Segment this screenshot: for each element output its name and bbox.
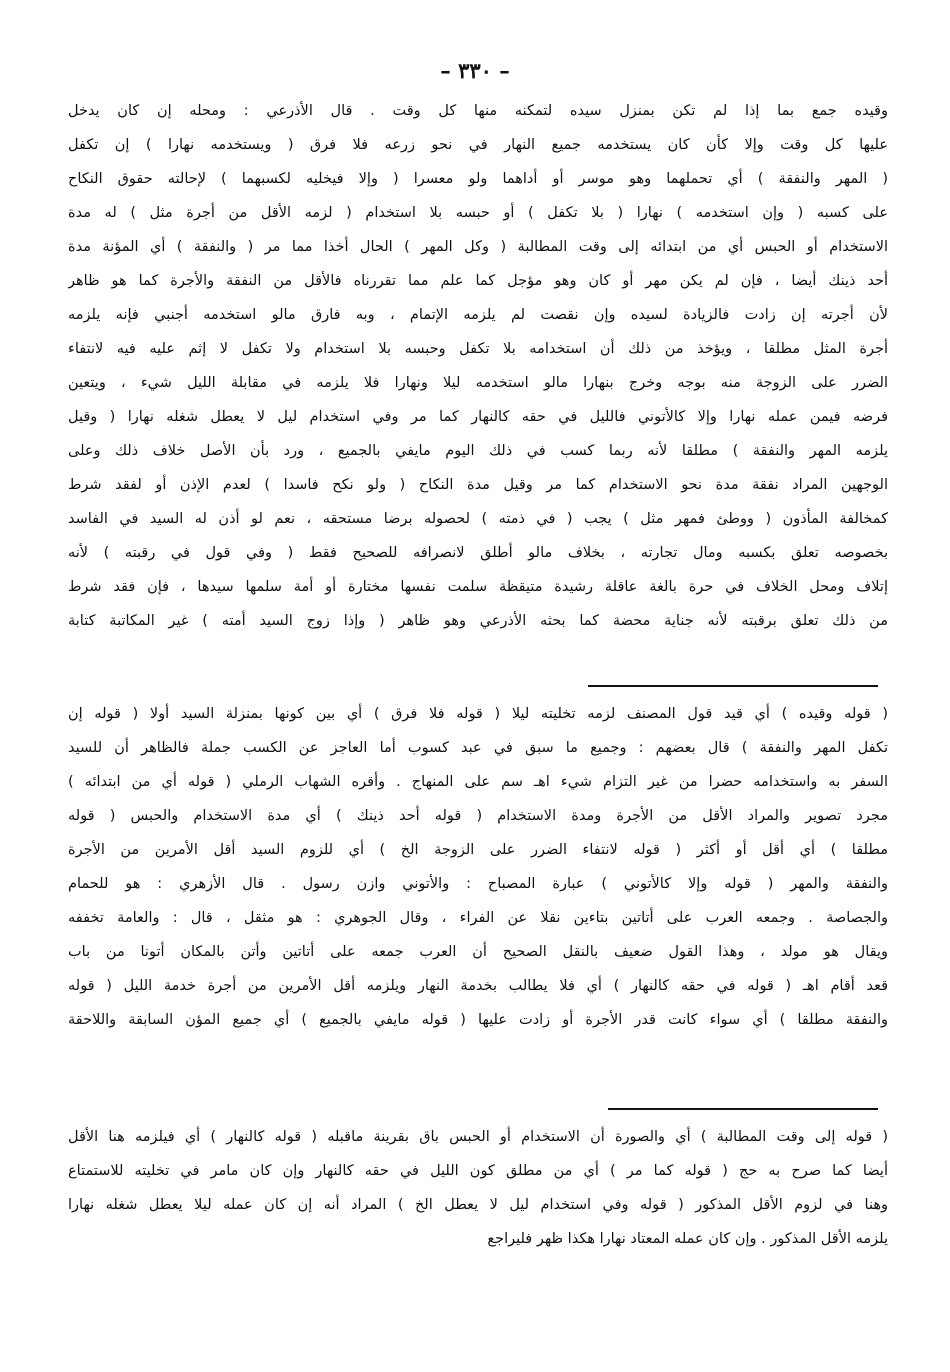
commentary-line: ويقال هو مولد ، وهذا القول ضعيف بالنقل الصحيح أن العرب جمعه على أتاتين وأتن بالمكان أتونا من باب bbox=[68, 944, 888, 960]
main-text-line: عليها كل وقت وإلا كأن كان يستخدمه جميع النهار في نحو زرعه فلا فرق ( ويستخدمه نهارا ) إن تكفل bbox=[68, 137, 888, 153]
commentary-line: والنفقة مطلقا ) أي سواء كانت قدر الأجرة أو زادت عليها ( قوله مايفي بالجميع ) أي جميع المؤن السابقة واللاحقة bbox=[68, 1012, 888, 1028]
main-text-line: فرضه فيمن عمله نهارا وإلا كالأتوني فالليل في حقه كالنهار كما مر وفي استخدام ليل لا يعطل شغله نهارا ( وقيل bbox=[68, 409, 888, 425]
commentary-line: تكفل المهر والنفقة ) قال بعضهم : وجميع ما سبق في عبد كسوب أما العاجز عن الكسب جملة فالظاهر أن للسيد bbox=[68, 740, 888, 756]
commentary-first bbox=[68, 697, 888, 1037]
commentary-line: قعد أقام اهـ ( قوله في حقه كالنهار ) أي فلا يطالب بخدمة النهار ويلزمه أقل الأمرين من أجرة خدمة الليل ( قوله bbox=[68, 978, 888, 994]
main-text-line: لأن أجرته إن زادت فالزيادة لسيده وإن نقصت لم يلزمه الإتمام ، وبه فارق مالو استخدمه أجنبي فإنه يلزمه bbox=[68, 307, 888, 323]
main-text-line: وقيده جمع بما إذا لم تكن بمنزل سيده لتمكنه منها كل وقت . قال الأذرعي : ومحله إن كان يدخل bbox=[68, 103, 888, 119]
main-text-line: ( المهر والنفقة ) أي تحملهما وهو موسر أو أداهما ولو معسرا ( وإلا فيخليه لكسبهما ) لإحالته حقوق النكاح bbox=[68, 171, 888, 187]
commentary-line: مطلقا ) أي أقل أو أكثر ( قوله لانتفاء الضرر على الزوجة الخ ) أي للزوم السيد أقل الأمرين من الأجرة bbox=[68, 842, 888, 858]
commentary-divider bbox=[588, 685, 878, 687]
main-text bbox=[68, 94, 888, 638]
commentary-line: أيضا كما صرح به حج ( قوله كما مر ) أي من مطلق كون الليل في حقه كالنهار وإن كان مامر في تخليته للاستمتاع bbox=[68, 1163, 888, 1179]
page-number: – ٣٣٠ – bbox=[440, 58, 510, 83]
commentary-line: ( قوله وقيده ) أي قيد قول المصنف لزمه تخليته ليلا ( قوله فلا فرق ) أي بين كونها بمنزلة السيد أولا ( قوله إن bbox=[68, 706, 888, 722]
main-text-line: الضرر على الزوجة منه بوجه وخرج بنهارا مالو استخدمه ليلا ونهارا فلا يلزمه في مقابلة الليل شيء ، ويتعين bbox=[68, 375, 888, 391]
main-text-line: إتلاف ومحل الخلاف في حرة بالغة عاقلة رشيدة متيقظة سلمت نفسها مختارة أو أمة سلمها سيدها ، فإن فقد شرط bbox=[68, 579, 888, 595]
commentary-line: مجرد تصوير والمراد الأقل من الأجرة ومدة الاستخدام ( قوله أحد ذينك ) أي مدة الاستخدام والحبس ( قوله bbox=[68, 808, 888, 824]
commentary-line: والنفقة والمهر ( قوله وإلا كالأتوني ) عبارة المصباح : والأتوني وازن رسول . قال الأزهري : هو للحمام bbox=[68, 876, 888, 892]
commentary-line: السفر به واستخدامه حضرا من غير التزام شيء اهـ سم على المنهاج . وأقره الشهاب الرملي ( قوله أي من ابتدائه ) bbox=[68, 774, 888, 790]
main-text-line: أحد ذينك أيضا ، فإن لم يكن مهر أو كان وهو مؤجل كما علم مما تقررناه فالأقل من النفقة والأجرة كما هو ظاهر bbox=[68, 273, 888, 289]
second-commentary-divider bbox=[608, 1108, 878, 1110]
main-text-line: الوجهين المراد نفقة مدة نحو الاستخدام كما مر وقيل مدة النكاح ( ولو نكح فاسدا ) لعدم الإذن أو لفقد شرط bbox=[68, 477, 888, 493]
main-text-line: يلزمه المهر والنفقة ) مطلقا لأنه ربما كسب في ذلك اليوم مايفي بالجميع ، ورد بأن الأصل خلاف ذلك وعلى bbox=[68, 443, 888, 459]
main-text-line: بخصوصه تعلق بكسبه ومال تجارته ، بخلاف مالو أطلق لانصرافه للصحيح فقط ( وفي قول في رقبته ) لأنه bbox=[68, 545, 888, 561]
commentary-line: يلزمه الأقل المذكور . وإن كان عمله المعتاد نهارا هكذا ظهر فليراجع bbox=[487, 1231, 888, 1247]
main-text-line: الاستخدام أو الحبس أي من ابتدائه إلى وقت المطالبة ( وكل المهر ) الحال أخذا مما مر ( والنفقة ) أي المؤنة مدة bbox=[68, 239, 888, 255]
main-text-line: كمخالفة المأذون ( ووطئ فمهر مثل ) يجب ( في ذمته ) لحصوله برضا مستحقه ، نعم لو أذن له السيد في الفاسد bbox=[68, 511, 888, 527]
commentary-line: والجصاصة . وجمعه العرب على أتاتين بتاءين نقلا عن الفراء ، وقال الجوهري : هو مثقل ، قال : والعامة تخففه bbox=[68, 910, 888, 926]
commentary-second bbox=[68, 1120, 888, 1256]
main-text-line: أجرة المثل مطلقا ، ويؤخذ من ذلك أن استخدامه بلا تكفل وحبسه بلا استخدام ولا تكفل لا إثم عليه فيه لانتفاء bbox=[68, 341, 888, 357]
main-text-line: من ذلك تعلق برقبته لأنه جناية محضة كما بحثه الأذرعي وهو ظاهر ( وإذا زوج السيد أمته ) غير المكاتبة كتابة bbox=[68, 613, 888, 629]
commentary-line: ( قوله إلى وقت المطالبة ) أي والصورة أن الاستخدام أو الحبس باق بقرينة ماقبله ( قوله كالنهار ) أي فيلزمه هنا الأقل bbox=[68, 1129, 888, 1145]
main-text-line: على كسبه ( وإن استخدمه ) نهارا ( بلا تكفل ) أو حبسه بلا استخدام ( لزمه الأقل من أجرة مثل ) له مدة bbox=[68, 205, 888, 221]
commentary-line: وهنا في لزوم الأقل المذكور ( قوله وفي استخدام ليل لا يعطل الخ ) المراد أنه إن كان عمله ليلا يعطل شغله نهارا bbox=[68, 1197, 888, 1213]
